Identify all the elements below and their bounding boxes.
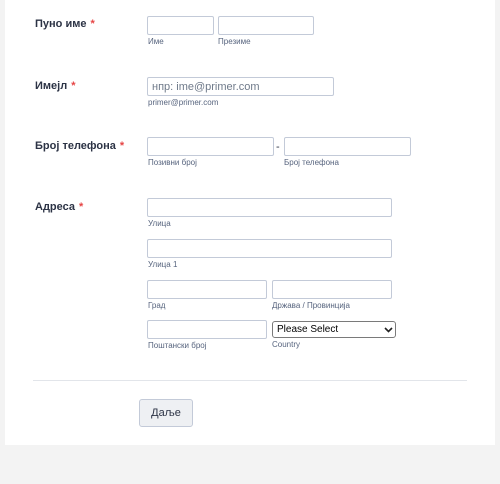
postal-code-input[interactable] — [147, 320, 267, 339]
phone-area-input[interactable] — [147, 137, 274, 156]
country-sublabel: Country — [272, 340, 301, 349]
first-name-input[interactable] — [147, 16, 214, 35]
email-label-text: Имејл — [35, 80, 68, 92]
full-name-label — [35, 18, 95, 30]
phone-number-input[interactable] — [284, 137, 411, 156]
last-name-input[interactable] — [218, 16, 314, 35]
country-select[interactable] — [272, 321, 396, 338]
phone-label-text: Број телефона — [35, 140, 116, 152]
city-sublabel: Град — [148, 301, 166, 310]
street2-sublabel: Улица 1 — [148, 260, 178, 269]
required-mark: * — [79, 201, 84, 213]
first-name-sublabel: Име — [148, 37, 164, 46]
street-sublabel: Улица — [148, 219, 171, 228]
street-input[interactable] — [147, 198, 392, 217]
required-mark: * — [71, 80, 76, 92]
street2-input[interactable] — [147, 239, 392, 258]
next-button[interactable]: Даље — [139, 399, 193, 427]
state-sublabel: Држава / Провинција — [272, 301, 351, 310]
email-label — [35, 80, 76, 92]
last-name-sublabel: Презиме — [218, 37, 251, 46]
postal-code-sublabel: Поштански број — [148, 341, 207, 350]
state-input[interactable] — [272, 280, 392, 299]
phone-area-sublabel: Позивни број — [148, 158, 197, 167]
required-mark: * — [90, 18, 95, 30]
full-name-label-text: Пуно име — [35, 18, 87, 30]
phone-separator: - — [276, 141, 280, 153]
phone-number-sublabel: Број телефона — [284, 158, 339, 167]
email-input[interactable] — [147, 77, 334, 96]
city-input[interactable] — [147, 280, 267, 299]
phone-label — [35, 140, 124, 152]
email-sublabel: primer@primer.com — [148, 98, 219, 107]
address-label — [35, 201, 83, 213]
chevron-down-icon — [381, 322, 395, 337]
form-divider — [33, 380, 467, 381]
address-label-text: Адреса — [35, 201, 75, 213]
required-mark: * — [119, 140, 125, 152]
country-select-value: Please Select — [277, 324, 339, 335]
form-card — [5, 0, 495, 445]
